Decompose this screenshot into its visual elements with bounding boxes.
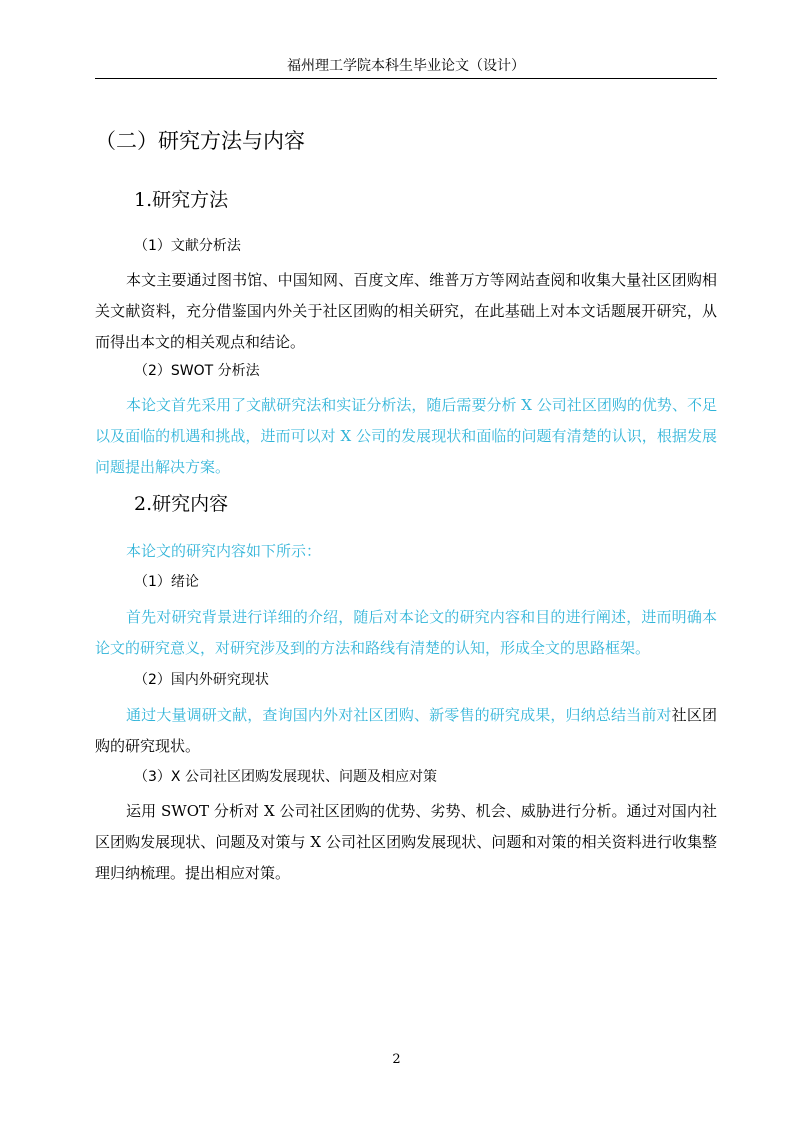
method-literature-text: 本文主要通过图书馆、中国知网、百度文库、维普万方等网站查阅和收集大量社区团购相关文献资料，充分借鉴国内外关于社区团购的相关研究，在此基础上对本文话题展开研究，从而得出本文的相关观点和结论。: [95, 271, 717, 351]
content-company-text: 运用 SWOT 分析对 X 公司社区团购的优势、劣势、机会、威胁进行分析。通过对国内社区团购发展现状、问题及对策与 X 公司社区团购发展现状、问题和对策的相关资料进行收集整理归纳梳理。提出相应对策。: [95, 802, 717, 882]
content-intro-title: （1）绪论: [134, 574, 199, 590]
subsection-title-methods: 1.研究方法: [134, 189, 229, 211]
method-swot-title: （2）SWOT 分析法: [134, 363, 260, 379]
research-status-text-plain: 社区团购的研究现状。: [95, 706, 717, 755]
content-research-status-text: [95, 700, 717, 762]
subsection-title-content: 2.研究内容: [134, 493, 229, 515]
section-title: （二）研究方法与内容: [95, 129, 305, 153]
method-swot-text: 本论文首先采用了文献研究法和实证分析法，随后需要分析 X 公司社区团购的优势、不足以及面临的机遇和挑战，进而可以对 X 公司的发展现状和面临的问题有清楚的认识，根据发展问题提出解决方案。: [95, 396, 717, 476]
research-status-text-highlight: 通过大量调研文献，查询国内外对社区团购、新零售的研究成果，归纳总结当前对: [126, 706, 672, 724]
content-research-status-title: （2）国内外研究现状: [134, 672, 269, 688]
page-header: 福州理工学院本科生毕业论文（设计）: [95, 56, 717, 79]
content-intro-text: 首先对研究背景进行详细的介绍，随后对本论文的研究内容和目的进行阐述，进而明确本论文的研究意义，对研究涉及到的方法和路线有清楚的认知，形成全文的思路框架。: [95, 608, 717, 657]
content-company-title: （3）X 公司社区团购发展现状、问题及相应对策: [134, 769, 437, 785]
method-literature-title: （1）文献分析法: [134, 238, 241, 254]
content-intro: 本论文的研究内容如下所示：: [126, 542, 322, 560]
page-number: 2: [392, 1052, 401, 1067]
